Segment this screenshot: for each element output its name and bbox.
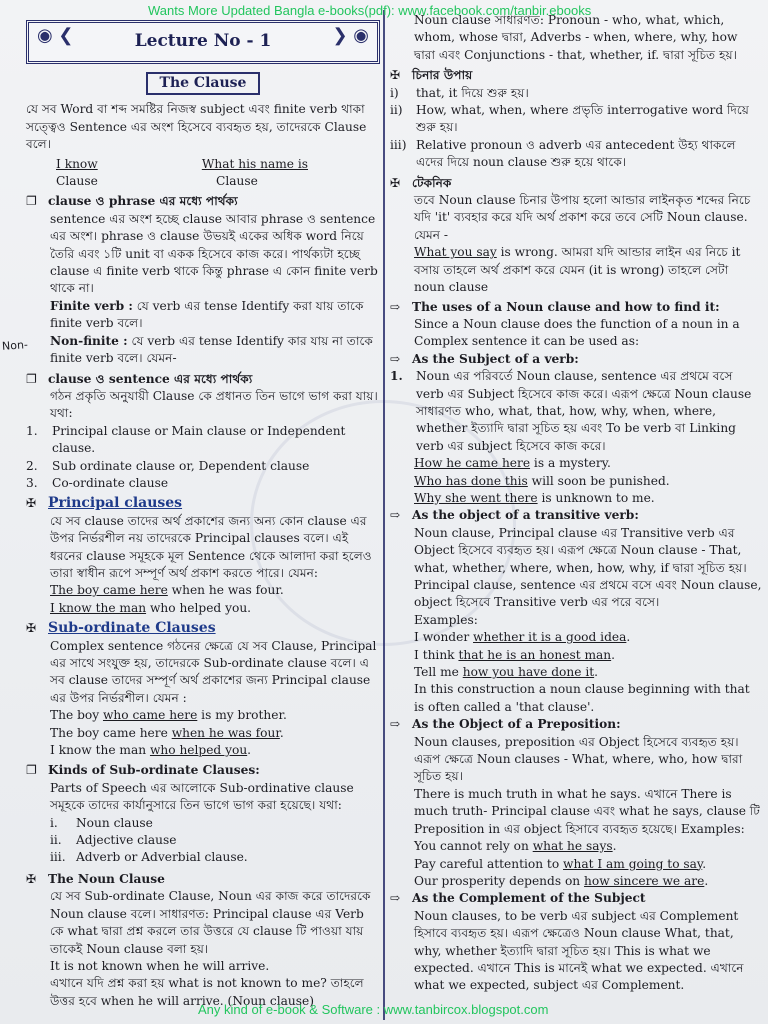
heading-subject: ⇨ As the Subject of a verb: <box>390 351 762 368</box>
technique-text: তবে Noun clause চিনার উপায় হলো আন্ডার লাইনকৃত শব্দের নিচে যদি 'it' ব্যবহার করে যদি অর্থ প্রকাশ করে তবে সেটি Noun clause. যেমন - <box>414 193 751 242</box>
ornament-right-icon: ❯ ◉ <box>332 25 369 46</box>
example-i-know: I know <box>56 156 98 171</box>
heading-identify: ✠ চিনার উপায় <box>390 67 762 84</box>
arrow-bullet-icon: ⇨ <box>390 717 401 732</box>
ornament-left-icon: ◉ ❮ <box>37 25 74 46</box>
identify-item: iii) Relative pronoun ও adverb এর antecedent উহ্য থাকলে এদের দিয়ে noun clause শুরু হয়ে থাকে। <box>390 137 736 170</box>
type-item: 3. Co-ordinate clause <box>26 475 169 490</box>
preposition-example: There is much truth in what he says. এখানে There is much truth- Principal clause এবং what he says, clause টি Preposition in এর object হিসাবে ব্যবহৃত হয়েছে। Examples: <box>414 786 760 836</box>
cross-bullet-icon: ✠ <box>26 621 37 636</box>
column-divider <box>383 10 385 1020</box>
lecture-title: Lecture No - 1 <box>134 31 272 52</box>
technique-example: What you say is wrong. আমরা যদি আন্ডার লাইন এর নিচে it বসায় তাহলে অর্থ প্রকাশ করে যেমন (it is wrong) তাহলে সেটা noun clause <box>414 245 741 295</box>
identify-item: ii) How, what, when, where প্রভৃতি interrogative word দিয়ে শুরু হয়। <box>390 103 749 135</box>
heading-complement: ⇨ As the Complement of the Subject <box>390 890 762 907</box>
examples-label: Examples: <box>414 612 478 627</box>
subordinate-example-2: The boy came here when he was four. <box>50 725 284 740</box>
arrow-bullet-icon: ⇨ <box>390 351 401 366</box>
finite-verb-def: Finite verb : যে verb এর tense Identify করা যায় তাকে finite verb বলে। <box>50 298 364 331</box>
clause-phrase-text: sentence এর অংশ হচ্ছে clause আবার phrase ও sentence এর অংশ। phrase ও clause উভয়ই একের অধিক word নিয়ে তৈরি এবং ১টি unit বা একক হিসেবে কাজ করে। পার্থক্যটা হচ্ছে clause এ finite verb থাকে কিন্তু phrase এ কোন finite verb থাকে না। <box>50 211 378 296</box>
heading-preposition: ⇨ As the Object of a Preposition: <box>390 716 762 733</box>
preposition-example-3: Our prosperity depends on how sincere we are. <box>414 873 709 888</box>
example-what-his-name: What his name is <box>201 156 309 171</box>
heading-clause-sentence: ❐ clause ও sentence এর মধ্যে পার্থক্য <box>26 371 380 388</box>
heading-subordinate: ✠ Sub-ordinate Clauses <box>26 620 216 637</box>
preposition-example-2: Pay careful attention to what I am going to say. <box>414 856 707 871</box>
cross-bullet-icon: ✠ <box>390 68 401 83</box>
heading-principal: ✠ Principal clauses <box>26 495 183 512</box>
kind-item: ii. Adjective clause <box>50 833 177 848</box>
noun-clause-last: এখানে যদি প্রশ্ন করা হয় what is not known to me? তাহলে উত্তর হবে when he will arrive. (Noun clause) <box>50 976 364 1008</box>
checkbox-bullet-icon: ❐ <box>26 763 37 778</box>
watermark-bottom: Any kind of e-book & Software : www.tanbircox.blogspot.com <box>198 1002 549 1017</box>
clause-sentence-text: গঠন প্রকৃতি অনুযায়ী Clause কে প্রধানত তিন ভাগে ভাগ করা যায়। যথা: <box>50 388 378 421</box>
heading-object: ⇨ As the object of a transitive verb: <box>390 507 762 524</box>
type-item: 2. Sub ordinate clause or, Dependent clause <box>26 458 310 473</box>
kind-item: iii. Adverb or Adverbial clause. <box>50 850 248 865</box>
type-item: 1. Principal clause or Main clause or Independent clause. <box>26 423 346 456</box>
principal-text: যে সব clause তাদের অর্থ প্রকাশের জন্য অন্য কোন clause এর উপর নির্ভরশীল নয় তাদেরকে Principal clauses বলে। এই ধরনের clause সমূহকে মূল Sentence থেকে আলাদা করা হলেও তারা স্বাধীন রূপে সম্পূর্ণ অর্থ প্রকাশ করতে পারে। যেমন: <box>50 513 372 580</box>
checkbox-bullet-icon: ❐ <box>26 194 37 209</box>
kind-item: i. Noun clause <box>50 815 153 830</box>
preposition-text: Noun clauses, preposition এর Object হিসেবে ব্যবহৃত হয়। এরূপ ক্ষেত্রে Noun clauses - What, where, who, how দ্বারা সূচিত হয়। <box>414 734 743 784</box>
example-row-2 <box>26 173 380 190</box>
preposition-example-1: You cannot rely on what he says. <box>414 839 617 854</box>
arrow-bullet-icon: ⇨ <box>390 299 401 314</box>
object-example-1: I wonder whether it is a good idea. <box>414 630 631 645</box>
uses-text: Since a Noun clause does the function of a noun in a Complex sentence it can be used as: <box>414 316 740 349</box>
object-note: In this construction a noun clause beginning with that is often called a 'that clause'. <box>414 682 750 714</box>
example-label-clause-1: Clause <box>56 174 98 189</box>
heading-noun-clause: ✠ The Noun Clause <box>26 871 380 888</box>
section-title-clause: The Clause <box>146 72 260 95</box>
handwritten-side-note: Non- <box>1 338 29 353</box>
noun-clause-text: যে সব Sub-ordinate Clause, Noun এর কাজ করে তাদেরকে Noun clause বলে। সাধারণত: Principal clause এর Verb কে what দ্বারা প্রশ্ন করলে তার উত্তরে যে clause টি পাওয়া যায় তাকেই Noun clause বলা হয়। <box>50 889 371 956</box>
subject-example-3: Why she went there is unknown to me. <box>414 490 655 505</box>
subordinate-example-1: The boy who came here is my brother. <box>50 708 287 723</box>
example-row-1 <box>26 156 380 173</box>
right-column <box>390 12 762 995</box>
arrow-bullet-icon: ⇨ <box>390 508 401 523</box>
subordinate-example-3: I know the man who helped you. <box>50 743 252 758</box>
principal-example-2: I know the man who helped you. <box>50 600 252 615</box>
subordinate-text: Complex sentence গঠনের ক্ষেত্রে যে সব Clause, Principal এর সাথে সংযুক্ত হয়, তাদেরকে Sub-ordinate clause বলে। এ সব clause তাদের সম্পূর্ণ অর্থ প্রকাশের জন্য Principal clause এর উপর নির্ভরশীল। যেমন : <box>50 638 377 705</box>
cross-bullet-icon: ✠ <box>390 175 401 190</box>
principal-example-1: The boy came here when he was four. <box>50 583 284 598</box>
cross-bullet-icon: ✠ <box>26 871 37 886</box>
subject-example-1: How he came here is a mystery. <box>414 456 611 471</box>
example-label-clause-2: Clause <box>216 174 258 189</box>
noun-clause-example: It is not known when he will arrive. <box>50 958 270 973</box>
left-column <box>26 14 380 1010</box>
subject-text: 1. Noun এর পরিবর্তে Noun clause, sentence এর প্রথমে বসে verb এর Subject হিসেবে কাজ করে। এরূপ ক্ষেত্রে Noun clause সাধারণত who, what, that, how, why, when, where, whether ইত্যাদি দ্বারা সূচিত হয় এবং To be verb বা Linking verb এর subject হিসেবে কাজ করে। <box>390 369 752 453</box>
subject-example-2: Who has done this will soon be punished. <box>414 473 670 488</box>
watermark-top: Wants More Updated Bangla e-books(pdf): www.facebook.com/tanbir.ebooks <box>148 3 592 18</box>
heading-clause-phrase: ❐ clause ও phrase এর মধ্যে পার্থক্য <box>26 193 380 210</box>
arrow-bullet-icon: ⇨ <box>390 891 401 906</box>
heading-kinds: ❐ Kinds of Sub-ordinate Clauses: <box>26 762 380 779</box>
lecture-header-box <box>26 20 380 64</box>
checkbox-bullet-icon: ❐ <box>26 371 37 386</box>
kinds-text: Parts of Speech এর আলোকে Sub-ordinative clause সমূহকে তাদের কার্যানুসারে তিন ভাগে ভাগ করা হয়েছে। যথা: <box>50 780 354 813</box>
cross-bullet-icon: ✠ <box>26 496 37 511</box>
object-example-3: Tell me how you have done it. <box>414 665 598 680</box>
intro-paragraph: যে সব Word বা শব্দ সমষ্টির নিজস্ব subject এবং finite verb থাকা সত্ত্বেও Sentence এর অংশ হিসেবে ব্যবহৃত হয়, তাদেরকে Clause বলে। <box>26 102 367 152</box>
noun-clause-starters: Noun clause সাধারণত: Pronoun - who, what, which, whom, whose দ্বারা, Adverbs - when, where, why, how দ্বারা এবং Conjunctions - that, whether, if. দ্বারা সূচিত হয়। <box>414 13 738 62</box>
heading-technique: ✠ টেকনিক <box>390 175 762 192</box>
object-example-2: I think that he is an honest man. <box>414 647 616 662</box>
complement-text: Noun clauses, to be verb এর subject এর Complement হিসাবে ব্যবহৃত হয়। এরূপ ক্ষেত্রেও Noun clause What, that, why, whether ইত্যাদি দ্বারা সূচিত হয়। This is what we expected. এখানে This is মানেই what we expected. এখানে what we expected, subject এর Complement. <box>414 908 744 993</box>
heading-uses: ⇨ The uses of a Noun clause and how to find it: <box>390 299 762 316</box>
identify-item: i) that, it দিয়ে শুরু হয়। <box>390 85 529 100</box>
object-text: Noun clause, Principal clause এর Transitive verb এর Object হিসেবে ব্যবহৃত হয়। এরূপ ক্ষেত্রে Noun clause - That, what, whether, where, when, how, why, if দ্বারা সূচিত হয়। Principal clause, sentence এর প্রথমে বসে এবং Noun clause, object হিসেবে Transitive verb এর পরে বসে। <box>414 525 762 610</box>
non-finite-def: Non-finite : যে verb এর tense Identify কার যায় না তাকে finite verb বলে। যেমন- <box>50 333 373 366</box>
